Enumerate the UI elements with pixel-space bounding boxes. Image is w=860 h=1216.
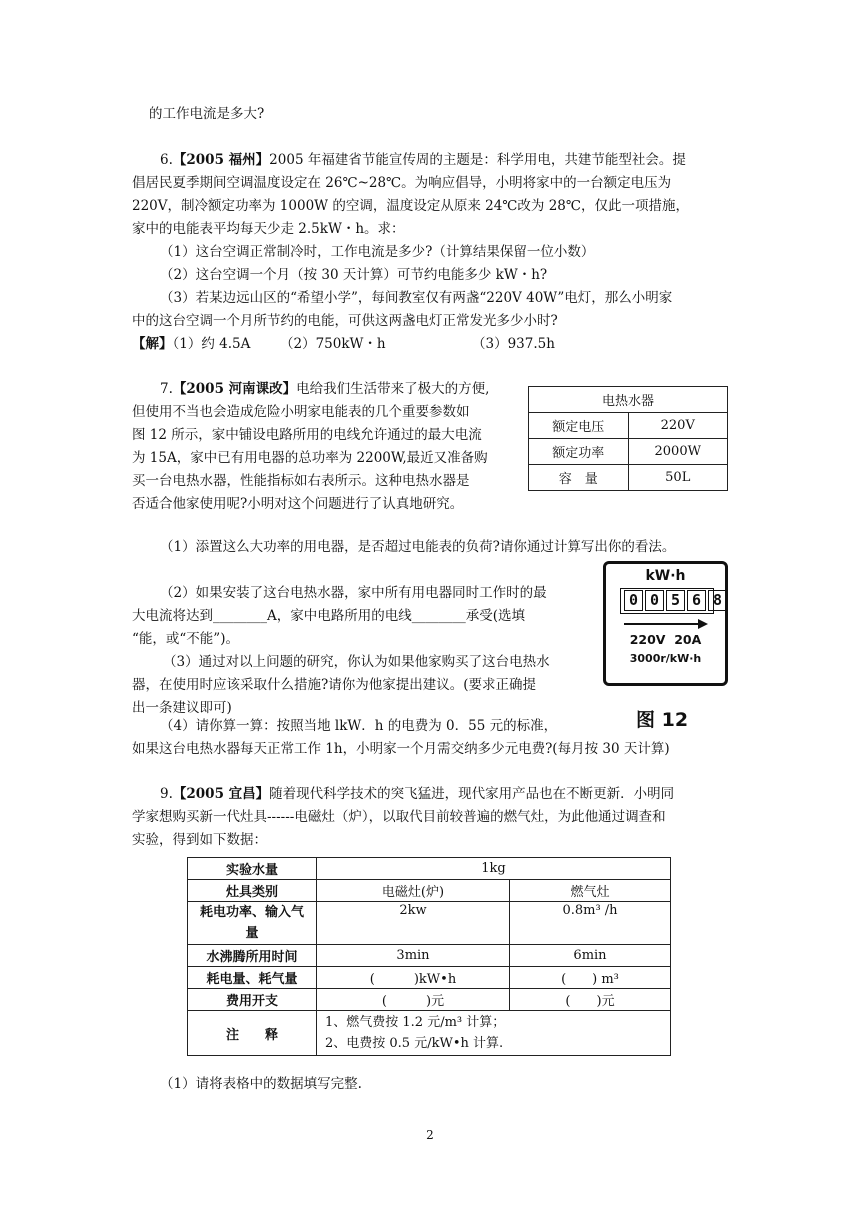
q7-number: 7.	[160, 381, 173, 397]
meter-unit: kW·h	[645, 568, 686, 584]
table-cell: 1kg	[317, 858, 671, 880]
intro-line: 的工作电流是多大?	[149, 106, 265, 122]
q6-answer-1: （1）约 4.5A	[172, 336, 251, 352]
meter-digit: 0	[624, 590, 643, 611]
q7-sub-2-cont: 大电流将达到________A，家中电路所用的电线________承受(选填	[132, 608, 526, 624]
q6-text-2: 220V，制冷额定功率为 1000W 的空调，温度设定从原来 24℃改为 28℃，仅此一项措施，	[132, 198, 689, 214]
q6-number: 6.	[160, 152, 173, 168]
meter-constant: 3000r/kW·h	[629, 652, 702, 665]
meter-digit: 6	[687, 590, 706, 611]
q6-tag: 【2005 福州】	[172, 152, 270, 168]
q7-sub-2: （2）如果安装了这台电热水器，家中所有用电器同时工作时的最	[160, 585, 547, 601]
table-header-cell: 水沸腾所用时间	[188, 945, 317, 967]
table-note: 2、电费按 0.5 元/kW•h 计算.	[325, 1036, 504, 1051]
table-header-cell: 耗电量、耗气量	[188, 967, 317, 989]
q9-tag: 【2005 宜昌】	[172, 786, 270, 802]
table-header-cell: 费用开支	[188, 989, 317, 1011]
heater-row-label: 额定功率	[529, 439, 629, 465]
q9-sub-1: （1）请将表格中的数据填写完整.	[160, 1076, 362, 1092]
q7-tag: 【2005 河南课改】	[172, 381, 297, 397]
power-label-line: 耗电功率、输入气	[199, 905, 304, 920]
meter-disc-arrow-icon	[622, 618, 710, 630]
q9-first-line	[160, 784, 674, 804]
q9-text-1: 学家想购买新一代灶具------电磁灶（炉），以取代目前较普遍的燃气灶，为此他通过调查和	[132, 809, 666, 825]
q7-sub-1: （1）添置这么大功率的用电器，是否超过电能表的负荷?请你通过计算写出你的看法。	[160, 539, 676, 555]
meter-digit: 5	[666, 590, 685, 611]
meter-rating: 220V 20A	[629, 632, 702, 647]
table-cell: ( )元	[317, 989, 510, 1011]
q7-first-line	[160, 379, 489, 399]
table-cell: 电磁灶(炉)	[317, 880, 510, 902]
q7-sub-2-cont: “能，或“不能”)。	[132, 631, 239, 647]
cooker-data-table	[187, 857, 671, 1056]
water-heater-title: 电热水器	[529, 387, 728, 413]
table-cell: ( )元	[510, 989, 671, 1011]
q7-sub-3-cont: 器，在使用时应该采取什么措施?请你为他家提出建议。(要求正确提	[132, 677, 537, 693]
q6-sub-3-cont: 中的这台空调一个月所节约的电能，可供这两盏电灯正常发光多少小时?	[132, 313, 558, 329]
table-cell: 6min	[510, 945, 671, 967]
table-notes-cell	[317, 1011, 671, 1056]
table-cell: ( ) m³	[510, 967, 671, 989]
q6-sub-2: （2）这台空调一个月（按 30 天计算）可节约电能多少 kW・h?	[160, 267, 548, 283]
table-header-cell	[188, 902, 317, 945]
q9-text-0: 随着现代科学技术的突飞猛进，现代家用产品也在不断更新．小明同	[269, 786, 675, 802]
heater-row-value: 220V	[628, 413, 728, 439]
q7-text-5: 否适合他家使用呢?小明对这个问题进行了认真地研究。	[132, 496, 464, 512]
table-header-cell: 灶具类别	[188, 880, 317, 902]
q9-number: 9.	[160, 786, 173, 802]
q7-text-0: 电给我们生活带来了极大的方便,	[296, 381, 490, 397]
figure-12-caption: 图 12	[636, 709, 689, 731]
q6-first-line	[160, 150, 686, 170]
meter-digits	[624, 590, 729, 611]
heater-row-label: 额定电压	[529, 413, 629, 439]
table-header-cell: 注 释	[188, 1011, 317, 1056]
table-cell: ( )kW•h	[317, 967, 510, 989]
q7-sub-3-cont: 出一条建议即可)	[132, 700, 232, 716]
heater-row-value: 2000W	[628, 439, 728, 465]
table-note: 1、燃气费按 1.2 元/m³ 计算；	[325, 1015, 506, 1030]
electricity-meter	[603, 561, 728, 686]
q6-text-1: 倡居民夏季期间空调温度设定在 26℃~28℃。为响应倡导，小明将家中的一台额定电压为	[132, 175, 672, 191]
q7-sub-3: （3）通过对以上问题的研究，你认为如果他家购买了这台电热水	[163, 654, 550, 670]
q7-text-2: 图 12 所示，家中铺设电路所用的电线允许通过的最大电流	[132, 427, 482, 443]
table-cell: 0.8m³ /h	[510, 902, 671, 945]
q6-sub-1: （1）这台空调正常制冷时，工作电流是多少?（计算结果保留一位小数）	[160, 244, 595, 260]
q6-sub-3: （3）若某边远山区的“希望小学”，每间教室仅有两盏“220V 40W”电灯，那么小明家	[160, 290, 673, 306]
q7-text-1: 但使用不当也会造成危险小明家电能表的几个重要参数如	[132, 404, 470, 420]
page-number: 2	[426, 1128, 434, 1142]
q9-text-2: 实验，得到如下数据：	[132, 832, 267, 848]
q6-text-0: 2005 年福建省节能宣传周的主题是：科学用电，共建节能型社会。提	[269, 152, 686, 168]
q6-answer-3: （3）937.5h	[472, 336, 555, 352]
q6-answer-2: （2）750kW・h	[280, 336, 386, 352]
table-cell: 燃气灶	[510, 880, 671, 902]
power-label-line: 量	[245, 926, 259, 941]
table-cell: 2kw	[317, 902, 510, 945]
table-header-cell: 实验水量	[188, 858, 317, 880]
heater-row-value: 50L	[628, 465, 728, 491]
meter-digit: 8	[708, 590, 727, 611]
q6-answer-tag: 【解】	[132, 336, 173, 352]
q7-text-4: 买一台电热水器，性能指标如右表所示。这种电热水器是	[132, 473, 470, 489]
heater-row-label: 容 量	[529, 465, 629, 491]
table-cell: 3min	[317, 945, 510, 967]
meter-digit: 0	[645, 590, 664, 611]
q7-sub-4-cont: 如果这台电热水器每天正常工作 1h，小明家一个月需交纳多少元电费?(每月按 30 天计算)	[132, 741, 670, 757]
q7-sub-4: （4）请你算一算：按照当地 lkW．h 的电费为 0．55 元的标准，	[160, 718, 558, 734]
q7-text-3: 为 15A，家中已有用电器的总功率为 2200W,最近又准备购	[132, 450, 488, 466]
q6-answer	[132, 334, 250, 354]
q6-text-3: 家中的电能表平均每天少走 2.5kW・h。求：	[132, 221, 405, 237]
water-heater-table	[528, 386, 728, 491]
